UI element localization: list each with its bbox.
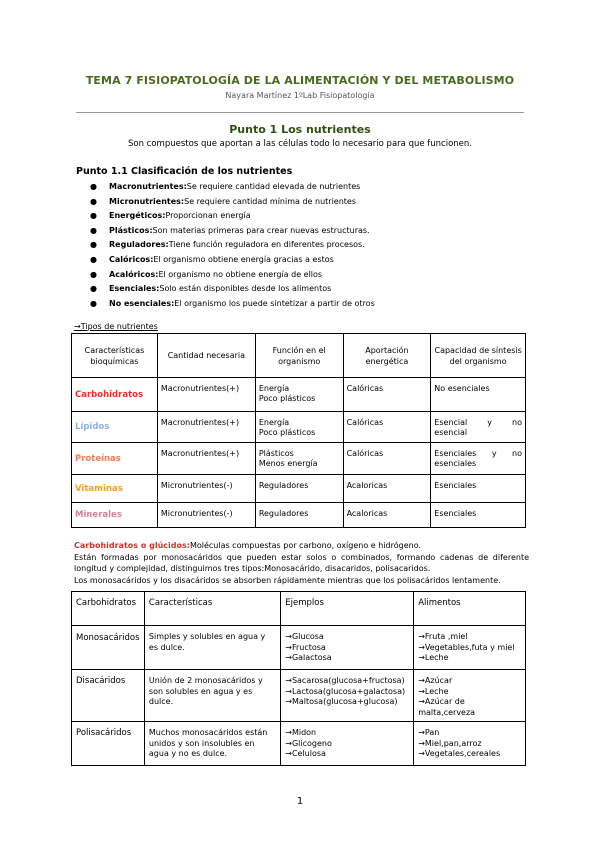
column-header: Carbohidratos	[72, 592, 145, 626]
classification-list	[90, 180, 375, 311]
nutrient-name: Lípidos	[72, 412, 158, 443]
table-cell	[255, 443, 343, 475]
bullet-icon: ●	[90, 240, 97, 250]
cell-line: →Miel,pan,arroz	[418, 738, 482, 748]
table-cell	[255, 412, 343, 443]
table-cell: Muchos monosacáridos están unidos y son insolubles en agua y no es dulce.	[144, 722, 280, 766]
bullet-icon: ●	[90, 225, 97, 235]
list-term: Reguladores:	[109, 240, 169, 250]
table-cell: Esenciales y no esenciales	[431, 443, 526, 475]
table-cell: Esencial y no esencial	[431, 412, 526, 443]
cell-line: →Glicogeno	[285, 738, 332, 748]
cell-line: Menos energía	[258, 459, 318, 468]
column-header: Cantidad necesaria	[157, 334, 255, 378]
list-desc: El organismo no obtiene energía de ellos	[158, 269, 323, 279]
cell-line: →Vegetables,futa y miel	[418, 642, 515, 652]
section-title: Punto 1 Los nutrientes	[229, 123, 371, 136]
list-item	[90, 238, 375, 253]
list-term: Micronutrientes:	[109, 196, 185, 206]
list-desc: El organismo obtiene energía gracias a estos	[153, 254, 334, 264]
table-cell: Acaloricas	[343, 503, 431, 528]
cell-line: →Azúcar de malta,cerveza	[418, 697, 476, 717]
bullet-icon: ●	[90, 254, 97, 264]
table-row	[72, 670, 526, 722]
cell-line: →Pan	[418, 728, 440, 737]
list-desc: Se requiere cantidad mínima de nutrientes	[184, 196, 357, 206]
cell-line: Poco plásticos	[258, 428, 316, 437]
carbo-paragraph-line: Los monosacáridos y los disacáridos se absorben rápidamente mientras que los polisacáridos lentamente.	[74, 575, 501, 585]
column-header: Aportación energética	[343, 334, 431, 378]
nutrient-name: Carbohidratos	[72, 378, 158, 412]
table-cell: No esenciales	[431, 378, 526, 412]
list-term: Acalóricos:	[109, 269, 159, 279]
list-item	[90, 253, 375, 268]
list-desc: Solo están disponibles desde los alimentos	[159, 284, 332, 294]
cell-line: →Maltosa(glucosa+glucosa)	[285, 697, 398, 706]
bullet-icon: ●	[90, 196, 97, 206]
table-cell: Micronutrientes(-)	[157, 503, 255, 528]
table-row	[72, 443, 526, 475]
bullet-icon: ●	[90, 182, 97, 191]
table-cell: Macronutrientes(+)	[157, 443, 255, 475]
table-cell: Macronutrientes(+)	[157, 412, 255, 443]
list-term: No esenciales:	[109, 298, 175, 308]
column-header: Ejemplos	[281, 592, 414, 626]
cell-line: →Vegetales,cereales	[418, 749, 501, 758]
table-cell	[414, 626, 526, 670]
cell-line: →Glucosa	[285, 632, 324, 641]
table-cell: Macronutrientes(+)	[157, 378, 255, 412]
table-row	[72, 503, 526, 528]
page-number: 1	[296, 796, 304, 807]
bullet-icon: ●	[90, 284, 97, 294]
nutrient-name: Minerales	[72, 503, 158, 528]
carbo-paragraph-line: longitud y complejidad, distinguimos tres tipos:Monosacárido, disacaridos, polisacaridos.	[74, 564, 431, 573]
table-cell: Disacáridos	[72, 670, 145, 722]
list-item	[90, 282, 375, 297]
list-term: Esenciales:	[109, 284, 160, 294]
table-cell: Unión de 2 monosacáridos y son solubles en agua y es dulce.	[144, 670, 280, 722]
column-header: Capacidad de síntesis del organismo	[431, 334, 526, 378]
cell-line: →Galactosa	[285, 653, 332, 662]
list-desc: Proporcionan energía	[165, 211, 251, 221]
table-row	[72, 412, 526, 443]
table-cell	[281, 626, 414, 670]
list-item	[90, 180, 375, 195]
bullet-icon: ●	[90, 269, 97, 279]
cell-line: →Lactosa(glucosa+galactosa)	[285, 686, 406, 696]
cell-line: Energía	[258, 384, 290, 393]
bullet-icon: ●	[90, 211, 97, 221]
list-desc: Tiene función reguladora en diferentes procesos.	[168, 240, 365, 250]
carbo-paragraph-line: Están formadas por monosacáridos que pueden estar solos o combinados, formando cadenas de diferente	[74, 552, 529, 562]
table-cell	[255, 503, 343, 528]
column-header: Características	[144, 592, 280, 626]
cell-line: →Fructosa	[285, 642, 326, 652]
table-cell: Acaloricas	[343, 475, 431, 503]
table-cell: Calóricas	[343, 412, 431, 443]
carbohydrates-table	[71, 591, 526, 766]
list-item	[90, 268, 375, 283]
table-cell	[281, 670, 414, 722]
list-term: Energéticos:	[109, 211, 166, 221]
list-item	[90, 209, 375, 224]
column-header: Alimentos	[414, 592, 526, 626]
list-desc: Se requiere cantidad elevada de nutrientes	[186, 182, 361, 191]
cell-line: →Midon	[285, 728, 317, 737]
column-header: Características bioquímicas	[72, 334, 158, 378]
cell-line: →Fruta ,miel	[418, 632, 468, 641]
table-row	[72, 475, 526, 503]
list-desc: El organismo los puede sintetizar a partir de otros	[174, 298, 375, 308]
carbo-definition: Moléculas compuestas por carbono, oxígeno e hidrógeno.	[189, 541, 421, 550]
table-header-row	[72, 592, 526, 626]
cell-line: →Sacarosa(glucosa+fructosa)	[285, 676, 405, 685]
table-header-row	[72, 334, 526, 378]
table-cell	[255, 378, 343, 412]
carbo-definition-line	[74, 540, 529, 552]
table-cell	[281, 722, 414, 766]
list-item	[90, 224, 375, 239]
cell-line: Reguladores	[258, 509, 309, 518]
section-intro: Son compuestos que aportan a las células todo lo necesario para que funcionen.	[128, 139, 472, 149]
header-divider	[76, 112, 524, 113]
cell-line: →Azúcar	[418, 676, 453, 685]
cell-line: Poco plásticos	[258, 394, 316, 403]
table-cell: Simples y solubles en agua y es dulce.	[144, 626, 280, 670]
classification-title: Punto 1.1 Clasificación de los nutrientes	[76, 166, 293, 177]
table-cell	[414, 722, 526, 766]
column-header: Función en el organismo	[255, 334, 343, 378]
table-cell: Polisacáridos	[72, 722, 145, 766]
list-item	[90, 297, 375, 312]
table-cell: Calóricas	[343, 378, 431, 412]
table-row	[72, 378, 526, 412]
cell-line: Energía	[258, 418, 290, 427]
carbohydrates-keyword: Carbohidratos o glúcidos:	[74, 541, 190, 550]
nutrient-types-link[interactable]: →Tipos de nutrientes	[74, 322, 158, 331]
table-cell: Esenciales	[431, 475, 526, 503]
list-term: Plásticos:	[109, 225, 153, 235]
list-item	[90, 195, 375, 210]
table-cell	[255, 475, 343, 503]
nutrient-types-table	[71, 333, 526, 528]
cell-line: →Leche	[418, 686, 449, 696]
list-term: Calóricos:	[109, 254, 154, 264]
table-cell: Monosacáridos	[72, 626, 145, 670]
table-cell	[414, 670, 526, 722]
nutrient-name: Proteínas	[72, 443, 158, 475]
table-row	[72, 722, 526, 766]
carbohydrates-intro	[74, 540, 529, 586]
table-cell: Esenciales	[431, 503, 526, 528]
cell-line: Reguladores	[258, 481, 309, 490]
document-subtitle: Nayara Martínez 1ºLab Fisiopatología	[225, 91, 375, 100]
table-cell: Calóricas	[343, 443, 431, 475]
bullet-icon: ●	[90, 298, 97, 308]
nutrient-name: Vitaminas	[72, 475, 158, 503]
document-title: TEMA 7 FISIOPATOLOGÍA DE LA ALIMENTACIÓN Y DEL METABOLISMO	[85, 74, 515, 87]
cell-line: →Celulosa	[285, 749, 326, 758]
cell-line: Plásticos	[258, 449, 294, 458]
table-cell: Micronutrientes(-)	[157, 475, 255, 503]
list-desc: Son materias primeras para crear nuevas estructuras.	[152, 225, 370, 235]
list-term: Macronutrientes:	[109, 182, 187, 191]
cell-line: →Leche	[418, 653, 449, 662]
table-row	[72, 626, 526, 670]
